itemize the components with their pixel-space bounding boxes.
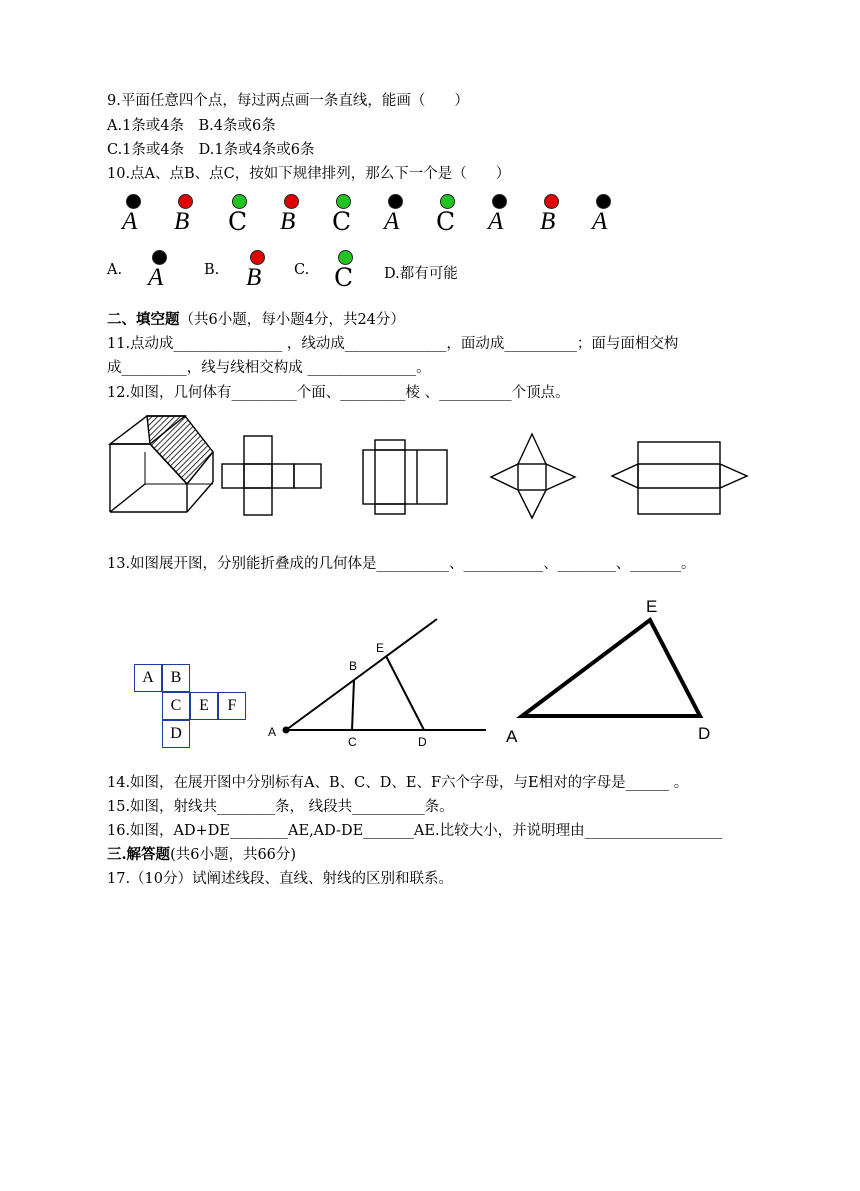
question-15: 15.如图，射线共________条， 线段共__________条。	[107, 799, 454, 815]
triangle-label-a: A	[506, 727, 518, 746]
sequence-item	[120, 192, 146, 240]
sequence-item	[382, 192, 408, 240]
question-16: 16.如图，AD+DE________AE,AD-DE_______AE.比较大小，并说明理由___________________	[107, 823, 723, 839]
sequence-item	[172, 192, 198, 240]
dot-icon	[492, 194, 507, 209]
sequence-letter: B	[280, 208, 296, 235]
label-d: D	[418, 735, 427, 749]
sequence-item	[538, 192, 564, 240]
sequence-item	[278, 192, 304, 240]
sequence-letter: C	[436, 207, 456, 236]
label-e: E	[376, 641, 385, 655]
segment-bc-line	[352, 680, 354, 730]
dot-icon	[388, 194, 403, 209]
section-3-title: 三.解答题	[107, 846, 171, 863]
option-c-figure	[332, 248, 358, 296]
question-11-line2: 成_________，线与线相交构成 _______________。	[107, 360, 431, 376]
solids-figure-row	[105, 412, 755, 522]
label-a: A	[268, 725, 277, 739]
option-b-figure	[244, 248, 270, 296]
sequence-letter: A	[488, 208, 504, 235]
pyramid-net-figure	[491, 434, 575, 518]
net-cell-d: D	[162, 720, 190, 748]
label-c: C	[348, 735, 357, 749]
net-cell-b: B	[162, 664, 190, 692]
question-10: 10.点A、点B、点C，按如下规律排列，那么下一个是（ ）	[107, 166, 511, 182]
sequence-letter: A	[592, 208, 608, 235]
triangle-ade-shape	[522, 620, 700, 716]
label-b: B	[349, 659, 358, 673]
net-cell-f: F	[218, 692, 246, 720]
sequence-item	[226, 192, 252, 240]
sequence-letter: A	[384, 208, 400, 235]
prism-net-figure	[363, 440, 447, 514]
sequence-item	[434, 192, 460, 240]
net-cell-e: E	[190, 692, 218, 720]
question-13: 13.如图展开图，分别能折叠成的几何体是__________、___________、________、_______。	[107, 556, 696, 572]
dot-icon	[596, 194, 611, 209]
question-11-line1: 11.点动成_______________ ，线动成______________，面动成__________；面与面相交构	[107, 336, 679, 352]
net-cell-c: C	[162, 692, 190, 720]
point-a-dot	[283, 727, 290, 734]
option-c-letter: C	[334, 263, 354, 292]
dot-icon	[152, 250, 167, 265]
question-9-options-cd: C.1条或4条 D.1条或4条或6条	[107, 142, 315, 158]
sequence-letter: A	[122, 208, 138, 235]
triangle-label-e: E	[646, 597, 658, 616]
segment-ed-line	[386, 656, 424, 730]
section-2-note: （共6小题，每小题4分，共24分）	[179, 312, 405, 328]
sequence-item	[590, 192, 616, 240]
option-a-figure	[146, 248, 172, 296]
sequence-letter: B	[174, 208, 190, 235]
section-3-heading	[107, 845, 296, 865]
option-b-letter: B	[246, 264, 262, 291]
option-a-letter: A	[148, 264, 164, 291]
question-12: 12.如图，几何体有_________个面、_________棱 、__________个顶点。	[107, 385, 570, 401]
section-3-note: (共6小题，共66分)	[170, 847, 297, 863]
dot-icon	[284, 194, 299, 209]
net-cell-a: A	[134, 664, 162, 692]
sequence-letter: C	[332, 207, 352, 236]
option-a-label: A.	[107, 262, 123, 278]
sequence-item	[330, 192, 356, 240]
cut-cube-figure	[110, 416, 213, 512]
question-9-options-ab: A.1条或4条 B.4条或6条	[107, 118, 276, 134]
section-2-title: 二、填空题	[107, 311, 180, 328]
section-2-heading	[107, 310, 405, 330]
sequence-letter: C	[228, 207, 248, 236]
question-9: 9.平面任意四个点，每过两点画一条直线，能画（ ）	[107, 93, 469, 109]
question-14: 14.如图，在展开图中分别标有A、B、C、D、E、F六个字母，与E相对的字母是______ 。	[107, 775, 689, 791]
dot-icon	[544, 194, 559, 209]
dot-sequence	[112, 192, 632, 242]
option-c-label: C.	[294, 262, 310, 278]
triangular-prism-net-figure	[612, 442, 747, 514]
sequence-letter: B	[540, 208, 556, 235]
option-b-label: B.	[204, 262, 220, 278]
triangle-label-d: D	[698, 724, 711, 743]
ray-segment-figure	[262, 614, 492, 754]
dot-icon	[250, 250, 265, 265]
option-d-label: D.都有可能	[384, 266, 458, 282]
dot-icon	[178, 194, 193, 209]
sequence-item	[486, 192, 512, 240]
question-17: 17.（10分）试阐述线段、直线、射线的区别和联系。	[107, 871, 454, 887]
triangle-figure	[500, 594, 730, 754]
cube-net-figure	[222, 436, 321, 515]
dot-icon	[126, 194, 141, 209]
